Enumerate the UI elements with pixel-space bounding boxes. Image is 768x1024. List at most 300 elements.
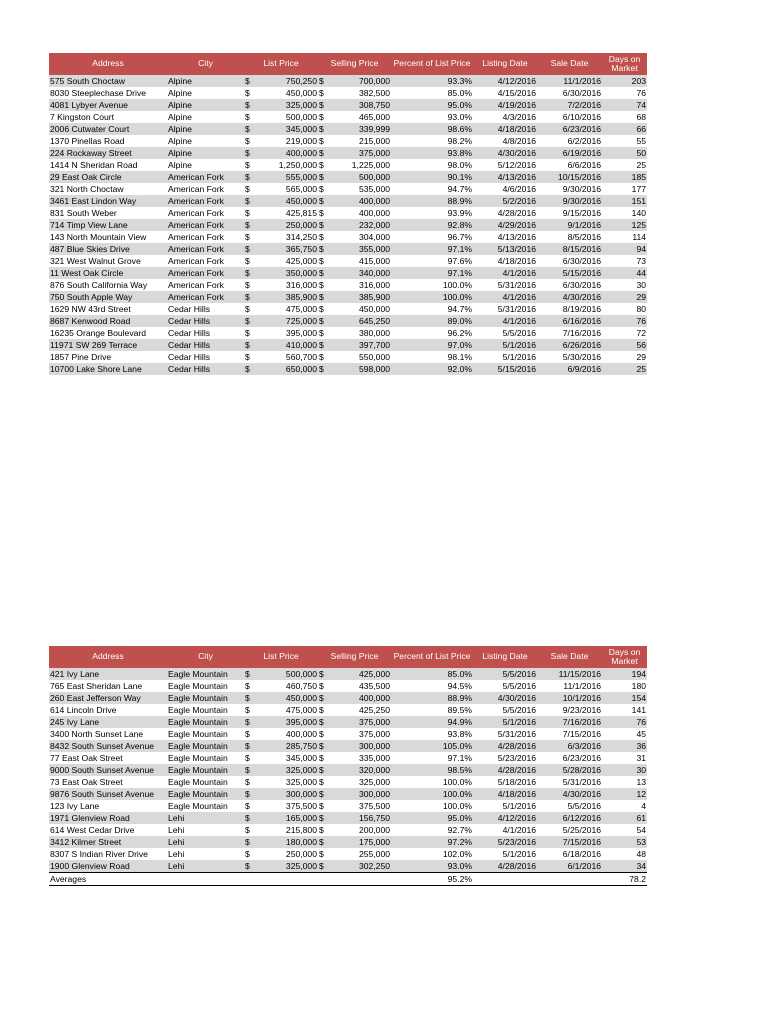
cell-days-on-market[interactable]: 50 [602,147,647,159]
currency-symbol-selling[interactable]: $ [318,231,327,243]
cell-percent-of-list[interactable]: 97.2% [391,836,473,848]
currency-symbol-selling[interactable]: $ [318,255,327,267]
cell-listing-date[interactable]: 5/5/2016 [473,704,537,716]
currency-symbol-list[interactable]: $ [244,87,253,99]
cell-address[interactable]: 487 Blue Skies Drive [49,243,167,255]
cell-percent-of-list[interactable]: 88.9% [391,692,473,704]
cell-days-on-market[interactable]: 76 [602,315,647,327]
currency-symbol-selling[interactable]: $ [318,836,327,848]
currency-symbol-list[interactable]: $ [244,668,253,680]
currency-symbol-list[interactable]: $ [244,716,253,728]
currency-symbol-list[interactable]: $ [244,75,253,87]
cell-percent-of-list[interactable]: 95.0% [391,99,473,111]
cell-percent-of-list[interactable]: 94.7% [391,183,473,195]
currency-symbol-list[interactable]: $ [244,812,253,824]
cell-list-price[interactable]: 425,000 [253,255,318,267]
cell-address[interactable]: 421 Ivy Lane [49,668,167,680]
cell-days-on-market[interactable]: 74 [602,99,647,111]
cell-address[interactable]: 1857 Pine Drive [49,351,167,363]
cell-address[interactable]: 321 North Choctaw [49,183,167,195]
currency-symbol-list[interactable]: $ [244,704,253,716]
cell-empty[interactable] [318,873,327,886]
currency-symbol-selling[interactable]: $ [318,327,327,339]
cell-city[interactable]: Lehi [167,836,244,848]
currency-symbol-selling[interactable]: $ [318,87,327,99]
cell-city[interactable]: American Fork [167,195,244,207]
cell-sale-date[interactable]: 10/15/2016 [537,171,602,183]
cell-address[interactable]: 8307 S Indian River Drive [49,848,167,860]
cell-days-on-market[interactable]: 194 [602,668,647,680]
cell-address[interactable]: 8687 Kenwood Road [49,315,167,327]
cell-list-price[interactable]: 325,000 [253,764,318,776]
cell-listing-date[interactable]: 4/18/2016 [473,123,537,135]
cell-city[interactable]: Lehi [167,848,244,860]
cell-sale-date[interactable]: 6/1/2016 [537,860,602,873]
cell-days-on-market[interactable]: 36 [602,740,647,752]
currency-symbol-selling[interactable]: $ [318,824,327,836]
cell-percent-of-list[interactable]: 92.7% [391,824,473,836]
cell-list-price[interactable]: 725,000 [253,315,318,327]
header-days-on-market[interactable]: Days on Market [602,646,647,668]
cell-percent-of-list[interactable]: 93.8% [391,147,473,159]
cell-listing-date[interactable]: 5/23/2016 [473,836,537,848]
cell-listing-date[interactable]: 4/28/2016 [473,764,537,776]
currency-symbol-list[interactable]: $ [244,752,253,764]
currency-symbol-list[interactable]: $ [244,776,253,788]
cell-sale-date[interactable]: 7/15/2016 [537,836,602,848]
cell-listing-date[interactable]: 5/5/2016 [473,680,537,692]
cell-address[interactable]: 245 Ivy Lane [49,716,167,728]
cell-sale-date[interactable]: 8/5/2016 [537,231,602,243]
cell-percent-of-list[interactable]: 98.6% [391,123,473,135]
cell-days-on-market[interactable]: 68 [602,111,647,123]
cell-listing-date[interactable]: 4/30/2016 [473,147,537,159]
cell-selling-price[interactable]: 200,000 [327,824,391,836]
cell-percent-of-list[interactable]: 93.3% [391,75,473,87]
cell-listing-date[interactable]: 5/12/2016 [473,159,537,171]
currency-symbol-list[interactable]: $ [244,111,253,123]
cell-sale-date[interactable]: 6/19/2016 [537,147,602,159]
cell-city[interactable]: Eagle Mountain [167,728,244,740]
cell-city[interactable]: Eagle Mountain [167,752,244,764]
cell-percent-of-list[interactable]: 100.0% [391,800,473,812]
cell-percent-of-list[interactable]: 93.0% [391,111,473,123]
cell-address[interactable]: 4081 Lybyer Avenue [49,99,167,111]
cell-listing-date[interactable]: 4/15/2016 [473,87,537,99]
cell-list-price[interactable]: 475,000 [253,303,318,315]
cell-days-on-market[interactable]: 53 [602,836,647,848]
currency-symbol-list[interactable]: $ [244,692,253,704]
cell-listing-date[interactable]: 4/13/2016 [473,171,537,183]
cell-selling-price[interactable]: 316,000 [327,279,391,291]
cell-address[interactable]: 714 Timp View Lane [49,219,167,231]
cell-address[interactable]: 7 Kingston Court [49,111,167,123]
cell-selling-price[interactable]: 300,000 [327,740,391,752]
cell-days-on-market[interactable]: 12 [602,788,647,800]
currency-symbol-list[interactable]: $ [244,207,253,219]
cell-days-on-market[interactable]: 114 [602,231,647,243]
currency-symbol-selling[interactable]: $ [318,800,327,812]
cell-selling-price[interactable]: 175,000 [327,836,391,848]
cell-city[interactable]: Cedar Hills [167,315,244,327]
cell-days-on-market[interactable]: 72 [602,327,647,339]
cell-selling-price[interactable]: 375,500 [327,800,391,812]
cell-list-price[interactable]: 285,750 [253,740,318,752]
cell-list-price[interactable]: 316,000 [253,279,318,291]
cell-list-price[interactable]: 219,000 [253,135,318,147]
cell-city[interactable]: American Fork [167,171,244,183]
cell-percent-of-list[interactable]: 88.9% [391,195,473,207]
cell-address[interactable]: 575 South Choctaw [49,75,167,87]
cell-empty[interactable] [253,873,318,886]
cell-selling-price[interactable]: 535,000 [327,183,391,195]
cell-days-on-market[interactable]: 154 [602,692,647,704]
cell-days-on-market[interactable]: 76 [602,716,647,728]
currency-symbol-selling[interactable]: $ [318,147,327,159]
cell-days-on-market[interactable]: 31 [602,752,647,764]
header-sale-date[interactable]: Sale Date [537,646,602,668]
cell-selling-price[interactable]: 375,000 [327,728,391,740]
cell-city[interactable]: Cedar Hills [167,303,244,315]
cell-selling-price[interactable]: 700,000 [327,75,391,87]
cell-listing-date[interactable]: 4/12/2016 [473,812,537,824]
cell-percent-of-list[interactable]: 85.0% [391,668,473,680]
cell-sale-date[interactable]: 6/23/2016 [537,752,602,764]
header-listing-date[interactable]: Listing Date [473,53,537,75]
currency-symbol-selling[interactable]: $ [318,776,327,788]
averages-label[interactable]: Averages [49,873,167,886]
cell-list-price[interactable]: 1,250,000 [253,159,318,171]
cell-list-price[interactable]: 375,500 [253,800,318,812]
cell-percent-of-list[interactable]: 95.0% [391,812,473,824]
cell-percent-of-list[interactable]: 93.0% [391,860,473,873]
cell-days-on-market[interactable]: 94 [602,243,647,255]
cell-list-price[interactable]: 750,250 [253,75,318,87]
cell-city[interactable]: Lehi [167,860,244,873]
cell-city[interactable]: American Fork [167,207,244,219]
cell-list-price[interactable]: 325,000 [253,776,318,788]
cell-days-on-market[interactable]: 4 [602,800,647,812]
currency-symbol-list[interactable]: $ [244,171,253,183]
cell-list-price[interactable]: 400,000 [253,728,318,740]
cell-city[interactable]: American Fork [167,243,244,255]
cell-city[interactable]: American Fork [167,255,244,267]
cell-percent-of-list[interactable]: 92.0% [391,363,473,375]
cell-percent-of-list[interactable]: 98.0% [391,159,473,171]
cell-address[interactable]: 73 East Oak Street [49,776,167,788]
cell-percent-of-list[interactable]: 85.0% [391,87,473,99]
currency-symbol-selling[interactable]: $ [318,123,327,135]
currency-symbol-selling[interactable]: $ [318,291,327,303]
cell-sale-date[interactable]: 5/30/2016 [537,351,602,363]
cell-listing-date[interactable]: 4/6/2016 [473,183,537,195]
currency-symbol-list[interactable]: $ [244,339,253,351]
cell-city[interactable]: Eagle Mountain [167,800,244,812]
cell-city[interactable]: Alpine [167,75,244,87]
cell-selling-price[interactable]: 598,000 [327,363,391,375]
cell-list-price[interactable]: 450,000 [253,692,318,704]
cell-list-price[interactable]: 500,000 [253,111,318,123]
cell-days-on-market[interactable]: 66 [602,123,647,135]
cell-listing-date[interactable]: 4/28/2016 [473,740,537,752]
cell-city[interactable]: American Fork [167,231,244,243]
cell-city[interactable]: Eagle Mountain [167,716,244,728]
cell-city[interactable]: Eagle Mountain [167,680,244,692]
currency-symbol-selling[interactable]: $ [318,680,327,692]
currency-symbol-selling[interactable]: $ [318,219,327,231]
currency-symbol-selling[interactable]: $ [318,279,327,291]
cell-address[interactable]: 8030 Steeplechase Drive [49,87,167,99]
cell-empty[interactable] [167,873,244,886]
cell-percent-of-list[interactable]: 89.0% [391,315,473,327]
header-days-on-market[interactable]: Days on Market [602,53,647,75]
currency-symbol-list[interactable]: $ [244,183,253,195]
cell-sale-date[interactable]: 6/12/2016 [537,812,602,824]
cell-city[interactable]: Alpine [167,111,244,123]
currency-symbol-list[interactable]: $ [244,231,253,243]
cell-percent-of-list[interactable]: 94.5% [391,680,473,692]
currency-symbol-selling[interactable]: $ [318,303,327,315]
cell-listing-date[interactable]: 4/28/2016 [473,860,537,873]
currency-symbol-list[interactable]: $ [244,147,253,159]
cell-selling-price[interactable]: 382,500 [327,87,391,99]
currency-symbol-list[interactable]: $ [244,836,253,848]
cell-percent-of-list[interactable]: 90.1% [391,171,473,183]
cell-selling-price[interactable]: 255,000 [327,848,391,860]
cell-selling-price[interactable]: 425,250 [327,704,391,716]
cell-city[interactable]: Alpine [167,123,244,135]
cell-list-price[interactable]: 460,750 [253,680,318,692]
currency-symbol-selling[interactable]: $ [318,728,327,740]
cell-listing-date[interactable]: 4/1/2016 [473,315,537,327]
cell-city[interactable]: Eagle Mountain [167,788,244,800]
cell-selling-price[interactable]: 500,000 [327,171,391,183]
cell-days-on-market[interactable]: 30 [602,279,647,291]
cell-listing-date[interactable]: 5/1/2016 [473,848,537,860]
cell-listing-date[interactable]: 5/1/2016 [473,351,537,363]
cell-days-on-market[interactable]: 73 [602,255,647,267]
cell-sale-date[interactable]: 6/30/2016 [537,279,602,291]
currency-symbol-selling[interactable]: $ [318,183,327,195]
cell-list-price[interactable]: 475,000 [253,704,318,716]
currency-symbol-selling[interactable]: $ [318,848,327,860]
cell-selling-price[interactable]: 308,750 [327,99,391,111]
cell-percent-of-list[interactable]: 96.2% [391,327,473,339]
cell-sale-date[interactable]: 8/15/2016 [537,243,602,255]
cell-list-price[interactable]: 314,250 [253,231,318,243]
cell-list-price[interactable]: 500,000 [253,668,318,680]
cell-listing-date[interactable]: 4/3/2016 [473,111,537,123]
currency-symbol-list[interactable]: $ [244,243,253,255]
currency-symbol-list[interactable]: $ [244,680,253,692]
currency-symbol-list[interactable]: $ [244,195,253,207]
header-list-price[interactable]: List Price [244,646,318,668]
cell-city[interactable]: Alpine [167,135,244,147]
cell-percent-of-list[interactable]: 94.9% [391,716,473,728]
cell-address[interactable]: 11 West Oak Circle [49,267,167,279]
cell-selling-price[interactable]: 645,250 [327,315,391,327]
currency-symbol-selling[interactable]: $ [318,75,327,87]
cell-days-on-market[interactable]: 151 [602,195,647,207]
cell-sale-date[interactable]: 5/5/2016 [537,800,602,812]
cell-list-price[interactable]: 400,000 [253,147,318,159]
cell-percent-of-list[interactable]: 100.0% [391,788,473,800]
cell-city[interactable]: Eagle Mountain [167,764,244,776]
cell-address[interactable]: 614 Lincoln Drive [49,704,167,716]
currency-symbol-list[interactable]: $ [244,135,253,147]
currency-symbol-selling[interactable]: $ [318,351,327,363]
cell-list-price[interactable]: 395,000 [253,327,318,339]
cell-selling-price[interactable]: 304,000 [327,231,391,243]
cell-days-on-market[interactable]: 125 [602,219,647,231]
cell-list-price[interactable]: 385,900 [253,291,318,303]
cell-selling-price[interactable]: 320,000 [327,764,391,776]
cell-selling-price[interactable]: 385,900 [327,291,391,303]
cell-days-on-market[interactable]: 180 [602,680,647,692]
currency-symbol-selling[interactable]: $ [318,740,327,752]
cell-percent-of-list[interactable]: 97.6% [391,255,473,267]
cell-days-on-market[interactable]: 203 [602,75,647,87]
header-address[interactable]: Address [49,646,167,668]
cell-address[interactable]: 3400 North Sunset Lane [49,728,167,740]
cell-city[interactable]: American Fork [167,183,244,195]
cell-sale-date[interactable]: 7/16/2016 [537,716,602,728]
cell-city[interactable]: American Fork [167,267,244,279]
cell-city[interactable]: American Fork [167,219,244,231]
cell-days-on-market[interactable]: 48 [602,848,647,860]
cell-address[interactable]: 1414 N Sheridan Road [49,159,167,171]
currency-symbol-selling[interactable]: $ [318,752,327,764]
cell-address[interactable]: 224 Rockaway Street [49,147,167,159]
cell-selling-price[interactable]: 465,000 [327,111,391,123]
cell-selling-price[interactable]: 435,500 [327,680,391,692]
cell-list-price[interactable]: 395,000 [253,716,318,728]
averages-days[interactable]: 78.2 [602,873,647,886]
cell-listing-date[interactable]: 4/1/2016 [473,824,537,836]
currency-symbol-selling[interactable]: $ [318,788,327,800]
cell-sale-date[interactable]: 6/2/2016 [537,135,602,147]
cell-sale-date[interactable]: 6/30/2016 [537,87,602,99]
cell-address[interactable]: 3412 Kilmer Street [49,836,167,848]
cell-address[interactable]: 1971 Glenview Road [49,812,167,824]
cell-percent-of-list[interactable]: 98.2% [391,135,473,147]
cell-listing-date[interactable]: 5/5/2016 [473,668,537,680]
currency-symbol-list[interactable]: $ [244,800,253,812]
cell-address[interactable]: 1629 NW 43rd Street [49,303,167,315]
cell-selling-price[interactable]: 375,000 [327,716,391,728]
cell-listing-date[interactable]: 4/29/2016 [473,219,537,231]
cell-sale-date[interactable]: 6/26/2016 [537,339,602,351]
header-city[interactable]: City [167,53,244,75]
cell-list-price[interactable]: 410,000 [253,339,318,351]
currency-symbol-list[interactable]: $ [244,860,253,873]
cell-listing-date[interactable]: 4/30/2016 [473,692,537,704]
currency-symbol-list[interactable]: $ [244,159,253,171]
cell-days-on-market[interactable]: 30 [602,764,647,776]
cell-selling-price[interactable]: 380,000 [327,327,391,339]
cell-list-price[interactable]: 560,700 [253,351,318,363]
cell-list-price[interactable]: 450,000 [253,195,318,207]
cell-address[interactable]: 2006 Cutwater Court [49,123,167,135]
cell-city[interactable]: Cedar Hills [167,327,244,339]
currency-symbol-selling[interactable]: $ [318,764,327,776]
cell-address[interactable]: 9000 South Sunset Avenue [49,764,167,776]
cell-list-price[interactable]: 450,000 [253,87,318,99]
currency-symbol-selling[interactable]: $ [318,195,327,207]
cell-selling-price[interactable]: 450,000 [327,303,391,315]
cell-days-on-market[interactable]: 56 [602,339,647,351]
currency-symbol-selling[interactable]: $ [318,692,327,704]
cell-list-price[interactable]: 300,000 [253,788,318,800]
cell-address[interactable]: 321 West Walnut Grove [49,255,167,267]
cell-list-price[interactable]: 350,000 [253,267,318,279]
cell-days-on-market[interactable]: 141 [602,704,647,716]
header-city[interactable]: City [167,646,244,668]
cell-listing-date[interactable]: 4/18/2016 [473,255,537,267]
currency-symbol-list[interactable]: $ [244,99,253,111]
cell-days-on-market[interactable]: 44 [602,267,647,279]
cell-city[interactable]: Lehi [167,812,244,824]
currency-symbol-selling[interactable]: $ [318,99,327,111]
cell-list-price[interactable]: 165,000 [253,812,318,824]
cell-percent-of-list[interactable]: 93.8% [391,728,473,740]
cell-days-on-market[interactable]: 29 [602,291,647,303]
cell-listing-date[interactable]: 5/18/2016 [473,776,537,788]
cell-listing-date[interactable]: 5/23/2016 [473,752,537,764]
currency-symbol-selling[interactable]: $ [318,135,327,147]
cell-listing-date[interactable]: 4/12/2016 [473,75,537,87]
currency-symbol-list[interactable]: $ [244,255,253,267]
cell-sale-date[interactable]: 11/15/2016 [537,668,602,680]
cell-days-on-market[interactable]: 13 [602,776,647,788]
cell-listing-date[interactable]: 4/8/2016 [473,135,537,147]
cell-percent-of-list[interactable]: 105.0% [391,740,473,752]
cell-selling-price[interactable]: 400,000 [327,207,391,219]
header-list-price[interactable]: List Price [244,53,318,75]
cell-sale-date[interactable]: 5/25/2016 [537,824,602,836]
cell-list-price[interactable]: 345,000 [253,752,318,764]
cell-sale-date[interactable]: 6/16/2016 [537,315,602,327]
cell-city[interactable]: Alpine [167,147,244,159]
cell-days-on-market[interactable]: 80 [602,303,647,315]
cell-listing-date[interactable]: 4/19/2016 [473,99,537,111]
cell-city[interactable]: Alpine [167,99,244,111]
cell-list-price[interactable]: 250,000 [253,219,318,231]
cell-sale-date[interactable]: 6/18/2016 [537,848,602,860]
cell-list-price[interactable]: 555,000 [253,171,318,183]
cell-listing-date[interactable]: 5/31/2016 [473,279,537,291]
cell-city[interactable]: Cedar Hills [167,351,244,363]
cell-list-price[interactable]: 180,000 [253,836,318,848]
cell-days-on-market[interactable]: 185 [602,171,647,183]
cell-city[interactable]: Alpine [167,159,244,171]
cell-selling-price[interactable]: 400,000 [327,692,391,704]
cell-listing-date[interactable]: 4/28/2016 [473,207,537,219]
cell-selling-price[interactable]: 340,000 [327,267,391,279]
cell-selling-price[interactable]: 339,999 [327,123,391,135]
cell-address[interactable]: 750 South Apple Way [49,291,167,303]
currency-symbol-list[interactable]: $ [244,363,253,375]
cell-percent-of-list[interactable]: 100.0% [391,776,473,788]
cell-sale-date[interactable]: 6/9/2016 [537,363,602,375]
cell-selling-price[interactable]: 215,000 [327,135,391,147]
currency-symbol-selling[interactable]: $ [318,207,327,219]
cell-address[interactable]: 77 East Oak Street [49,752,167,764]
cell-listing-date[interactable]: 5/13/2016 [473,243,537,255]
cell-days-on-market[interactable]: 61 [602,812,647,824]
cell-list-price[interactable]: 565,000 [253,183,318,195]
cell-days-on-market[interactable]: 25 [602,363,647,375]
